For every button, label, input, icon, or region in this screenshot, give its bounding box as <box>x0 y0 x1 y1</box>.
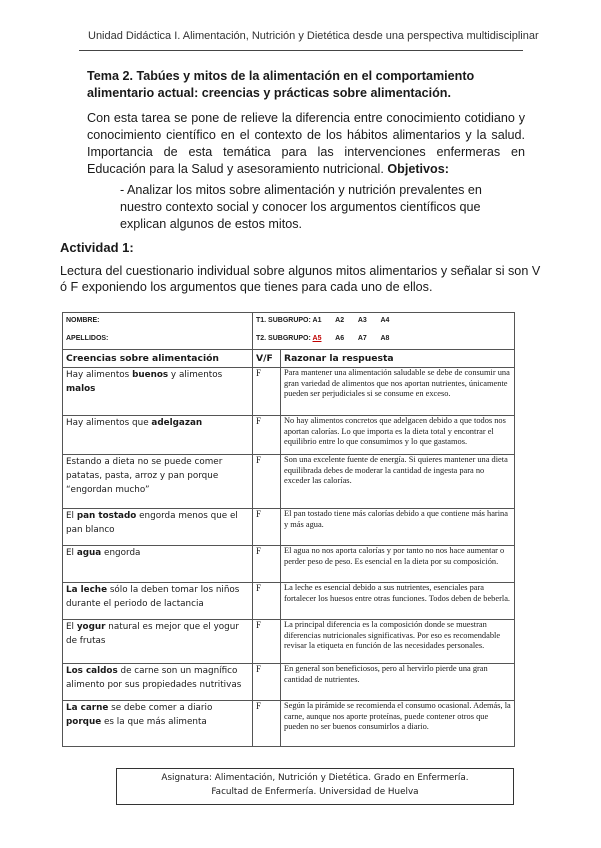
table-row <box>63 455 515 509</box>
reasoning-answer[interactable]: Para mantener una alimentación saludable se debe de consumir una gran variedad de alimentos que nos aportan nutrientes, únicamente pueden ser perjudiciales si se consume en exceso. <box>281 368 515 416</box>
t1-group-option[interactable]: A4 <box>380 317 390 324</box>
nombre-label[interactable]: NOMBRE: <box>66 317 100 324</box>
belief-cell <box>63 664 253 701</box>
reasoning-answer[interactable]: En general son beneficiosos, pero al hervirlo pierde una gran cantidad de nutrientes. <box>281 664 515 701</box>
belief-cell <box>63 455 253 509</box>
header-rule <box>79 50 523 51</box>
vf-answer[interactable]: F <box>253 620 281 664</box>
belief-keyword: Los caldos <box>66 666 118 676</box>
belief-keyword: yogur <box>76 622 106 632</box>
reasoning-answer[interactable]: La principal diferencia es la composición donde se muestran diferencias nutricionales significativas. Por eso es recomendable revisar la etiqueta en función de las necesidades personales. <box>281 620 515 664</box>
table-row <box>63 416 515 455</box>
belief-cell <box>63 368 253 416</box>
vf-answer[interactable]: F <box>253 664 281 701</box>
t1-group-option[interactable]: A2 <box>335 317 345 324</box>
col-header-reasoning: Razonar la respuesta <box>281 350 515 368</box>
t1-subgroup-line <box>256 317 511 324</box>
subgroup-cell <box>253 313 515 350</box>
belief-text: El <box>66 511 77 521</box>
belief-text: Hay alimentos que <box>66 418 152 428</box>
vf-answer[interactable]: F <box>253 701 281 747</box>
intro-paragraph <box>87 110 525 178</box>
t2-group-option[interactable]: A7 <box>357 335 367 342</box>
activity-instructions: Lectura del cuestionario individual sobre algunos mitos alimentarios y señalar si son V ó F exponiendo los argumentos que tienes para cada uno de ellos. <box>60 264 541 294</box>
belief-text: y alimentos <box>168 370 223 380</box>
table-row <box>63 546 515 583</box>
belief-text: se debe comer a diario <box>108 703 213 713</box>
belief-keyword: adelgazan <box>151 418 203 428</box>
name-fields-cell <box>63 313 253 350</box>
belief-text: de carne son un magnífico alimento por sus propiedades nutritivas <box>66 666 242 690</box>
t2-selected-group[interactable]: A5 <box>312 335 322 342</box>
reasoning-answer[interactable]: Son una excelente fuente de energía. Si quieres mantener una dieta equilibrada debes de moderar la cantidad de ingesta para no exceder las calorías. <box>281 455 515 509</box>
belief-cell <box>63 416 253 455</box>
questionnaire-table <box>62 312 515 747</box>
table-row <box>63 509 515 546</box>
vf-answer[interactable]: F <box>253 416 281 455</box>
apellidos-label[interactable]: APELLIDOS: <box>66 335 109 342</box>
belief-keyword: La leche <box>66 585 108 595</box>
t1-label: T1. SUBGRUPO: A1 <box>256 317 322 324</box>
belief-keyword: porque <box>66 717 102 727</box>
col-header-beliefs: Creencias sobre alimentación <box>63 350 253 368</box>
belief-text: engorda <box>101 548 141 558</box>
belief-cell <box>63 583 253 620</box>
reasoning-answer[interactable]: No hay alimentos concretos que adelgacen debido a que todos nos aportan calorías. Lo que importa es la dieta total y encontrar el equilibrio entre lo que consumimos y lo que gastamos. <box>281 416 515 455</box>
belief-keyword: malos <box>66 384 96 394</box>
belief-text: es la que más alimenta <box>101 717 207 727</box>
belief-keyword: pan tostado <box>76 511 137 521</box>
vf-answer[interactable]: F <box>253 368 281 416</box>
belief-text: natural es mejor que el yogur de frutas <box>66 622 239 646</box>
belief-keyword: La carne <box>66 703 109 713</box>
vf-answer[interactable]: F <box>253 509 281 546</box>
belief-text: El <box>66 548 77 558</box>
form-info-row <box>63 313 515 350</box>
t1-group-option[interactable]: A3 <box>357 317 367 324</box>
table-row <box>63 583 515 620</box>
footer-subject: Asignatura: Alimentación, Nutrición y Dietética. Grado en Enfermería. <box>161 773 469 783</box>
belief-keyword: agua <box>76 548 102 558</box>
vf-answer[interactable]: F <box>253 455 281 509</box>
belief-cell <box>63 546 253 583</box>
table-row <box>63 701 515 747</box>
table-row <box>63 368 515 416</box>
activity-title: Actividad 1: <box>60 240 134 255</box>
belief-text: sólo la deben tomar los niños durante el periodo de lactancia <box>66 585 240 609</box>
t2-group-option[interactable]: A6 <box>335 335 345 342</box>
vf-answer[interactable]: F <box>253 583 281 620</box>
objective-item: - Analizar los mitos sobre alimentación y nutrición prevalentes en nuestro contexto social y conocer los argumentos científicos que explican algunos de estos mitos. <box>120 183 482 231</box>
t2-group-option[interactable]: A8 <box>380 335 390 342</box>
running-header: Unidad Didáctica I. Alimentación, Nutrición y Dietética desde una perspectiva multidisciplinar <box>88 30 539 42</box>
reasoning-answer[interactable]: La leche es esencial debido a sus nutrientes, esenciales para fortalecer los huesos entre otras funciones. Todos deben de beberla. <box>281 583 515 620</box>
belief-cell <box>63 701 253 747</box>
t2-subgroup-line <box>256 335 511 342</box>
intro-text: Con esta tarea se pone de relieve la diferencia entre conocimiento cotidiano y conocimiento científico en el contexto de los hábitos alimentarios y la salud. Importancia de esta temática para las intervenciones enfermeras en Educación para la Salud y asesoramiento nutricional. <box>87 111 525 176</box>
belief-text: Estando a dieta no se puede comer patatas, pasta, arroz y pan porque “engordan mucho” <box>66 457 223 495</box>
table-row <box>63 664 515 701</box>
table-row <box>63 620 515 664</box>
table-header-row <box>63 350 515 368</box>
objectives-label: Objetivos: <box>387 162 449 176</box>
vf-answer[interactable]: F <box>253 546 281 583</box>
col-header-vf: V/F <box>253 350 281 368</box>
reasoning-answer[interactable]: El pan tostado tiene más calorías debido a que contiene más harina y más agua. <box>281 509 515 546</box>
page-footer <box>116 768 514 805</box>
t2-label: T2. SUBGRUPO: <box>256 335 311 342</box>
belief-text: El <box>66 622 77 632</box>
belief-keyword: buenos <box>132 370 169 380</box>
reasoning-answer[interactable]: El agua no nos aporta calorías y por tanto no nos hace aumentar o perder peso de peso. Es esencial en la dieta por su composición. <box>281 546 515 583</box>
reasoning-answer[interactable]: Según la pirámide se recomienda el consumo ocasional. Además, la carne, aunque nos aporte proteínas, puede contener otros que pueden no ser buenos consumirlos a diario. <box>281 701 515 747</box>
belief-cell <box>63 509 253 546</box>
footer-faculty: Facultad de Enfermería. Universidad de Huelva <box>211 787 419 797</box>
tema-title: Tema 2. Tabúes y mitos de la alimentación en el comportamiento alimentario actual: creencias y prácticas sobre alimentación. <box>87 69 475 100</box>
belief-cell <box>63 620 253 664</box>
table-body <box>63 368 515 747</box>
belief-text: engorda menos que el pan blanco <box>66 511 238 535</box>
belief-text: Hay alimentos <box>66 370 133 380</box>
